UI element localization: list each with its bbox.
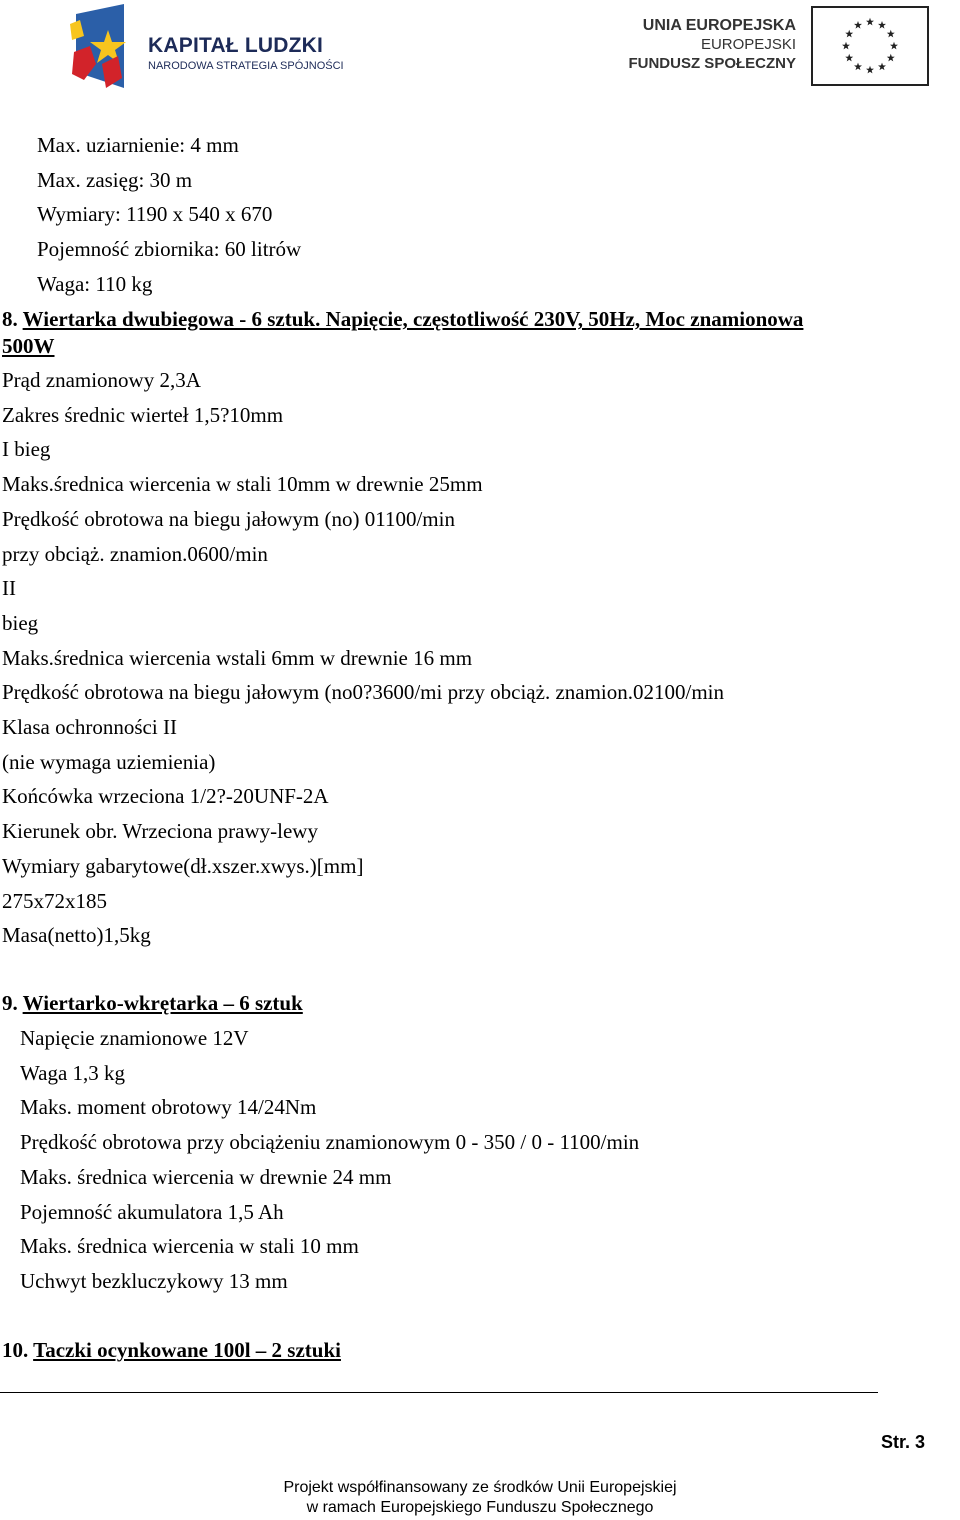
item8-heading-line1 <box>2 306 803 332</box>
item8-spec-line: Klasa ochronności II <box>2 715 177 739</box>
footer-line1: Projekt współfinansowany ze środków Unii Europejskiej <box>283 1479 677 1496</box>
item8-spec-line: Prąd znamionowy 2,3A <box>2 368 201 392</box>
item8-heading-text: Wiertarka dwubiegowa - 6 sztuk. Napięcie, częstotliwość 230V, 50Hz, Moc znamionowa <box>22 307 804 331</box>
eu-flag-icon <box>811 6 929 86</box>
item8-spec-line: Masa(netto)1,5kg <box>2 923 151 948</box>
item8-spec-line: Maks.średnica wiercenia w stali 10mm w drewnie 25mm <box>2 472 483 497</box>
spec-block1-line: Wymiary: 1190 x 540 x 670 <box>37 202 273 227</box>
item8-spec-line: II <box>2 576 16 601</box>
item9-spec-line: Pojemność akumulatora 1,5 Ah <box>20 1199 284 1224</box>
item8-spec-line: Wymiary gabarytowe(dł.xszer.xwys.)[mm] <box>2 853 364 878</box>
item9-spec-line: Prędkość obrotowa przy obciążeniu znamionowym 0 - 350 / 0 - 1100/min <box>20 1130 640 1155</box>
item9-heading <box>2 990 303 1016</box>
item9-spec-line: Maks. średnica wiercenia w stali 10 mm <box>20 1234 359 1259</box>
spec-block1-line: Pojemność zbiornika: 60 litrów <box>37 237 302 262</box>
item8-number: 8. <box>2 307 18 331</box>
item10-number: 10. <box>2 1338 29 1362</box>
eu-logo-line1: UNIA EUROPEJSKA <box>642 17 796 34</box>
kapital-ludzki-text <box>148 34 344 72</box>
item8-spec-line: Prędkość obrotowa na biegu jałowym (no0?3600/mi przy obciąż. znamion.02100/min <box>2 680 725 705</box>
item10-heading-text: Taczki ocynkowane 100l – 2 sztuki <box>33 1338 341 1362</box>
item8-spec-line: Maks.średnica wiercenia wstali 6mm w drewnie 16 mm <box>2 645 473 670</box>
item9-spec-line: Maks. moment obrotowy 14/24Nm <box>20 1095 317 1120</box>
kapital-ludzki-subtitle: NARODOWA STRATEGIA SPÓJNOŚCI <box>148 60 344 72</box>
item8-spec-line: Prędkość obrotowa na biegu jałowym (no) 01100/min <box>2 506 455 531</box>
eu-logo-text <box>628 16 796 73</box>
eu-logo-line2: EUROPEJSKI <box>700 36 796 53</box>
page-number: Str. 3 <box>880 1432 925 1452</box>
item9-spec-line: Uchwyt bezkluczykowy 13 mm <box>20 1268 288 1293</box>
item8-spec-line: Kierunek obr. Wrzeciona prawy-lewy <box>2 819 318 844</box>
footer-line2: w ramach Europejskiego Funduszu Społecznego <box>306 1499 654 1516</box>
spec-block1-line: Max. zasięg: 30 m <box>37 167 193 192</box>
item8-spec-line: Końcówka wrzeciona 1/2?-20UNF-2A <box>2 784 329 809</box>
item8-spec-line: I bieg <box>2 437 51 462</box>
item9-spec-line: Napięcie znamionowe 12V <box>20 1026 249 1050</box>
item9-spec-line: Waga 1,3 kg <box>20 1060 126 1085</box>
item8-spec-line: (nie wymaga uziemienia) <box>2 749 216 774</box>
spec-block1-line: Waga: 110 kg <box>37 271 153 296</box>
item8-spec-line: 275x72x185 <box>2 888 107 913</box>
spec-block1-line: Max. uziarnienie: 4 mm <box>37 133 239 157</box>
item9-spec-line: Maks. średnica wiercenia w drewnie 24 mm <box>20 1164 392 1189</box>
item8-spec-line: Zakres średnic wierteł 1,5?10mm <box>2 402 284 427</box>
item8-spec-line: bieg <box>2 610 39 635</box>
item9-number: 9. <box>2 991 18 1015</box>
item8-heading-line2: 500W <box>2 334 55 358</box>
eu-logo-line3: FUNDUSZ SPOŁECZNY <box>628 55 796 72</box>
kapital-ludzki-title: KAPITAŁ LUDZKI <box>148 34 324 57</box>
footer-rule <box>0 1392 878 1393</box>
item10-heading <box>2 1337 341 1363</box>
item9-heading-text: Wiertarko-wkrętarka – 6 sztuk <box>22 991 303 1015</box>
item8-spec-line: przy obciąż. znamion.0600/min <box>2 541 268 566</box>
